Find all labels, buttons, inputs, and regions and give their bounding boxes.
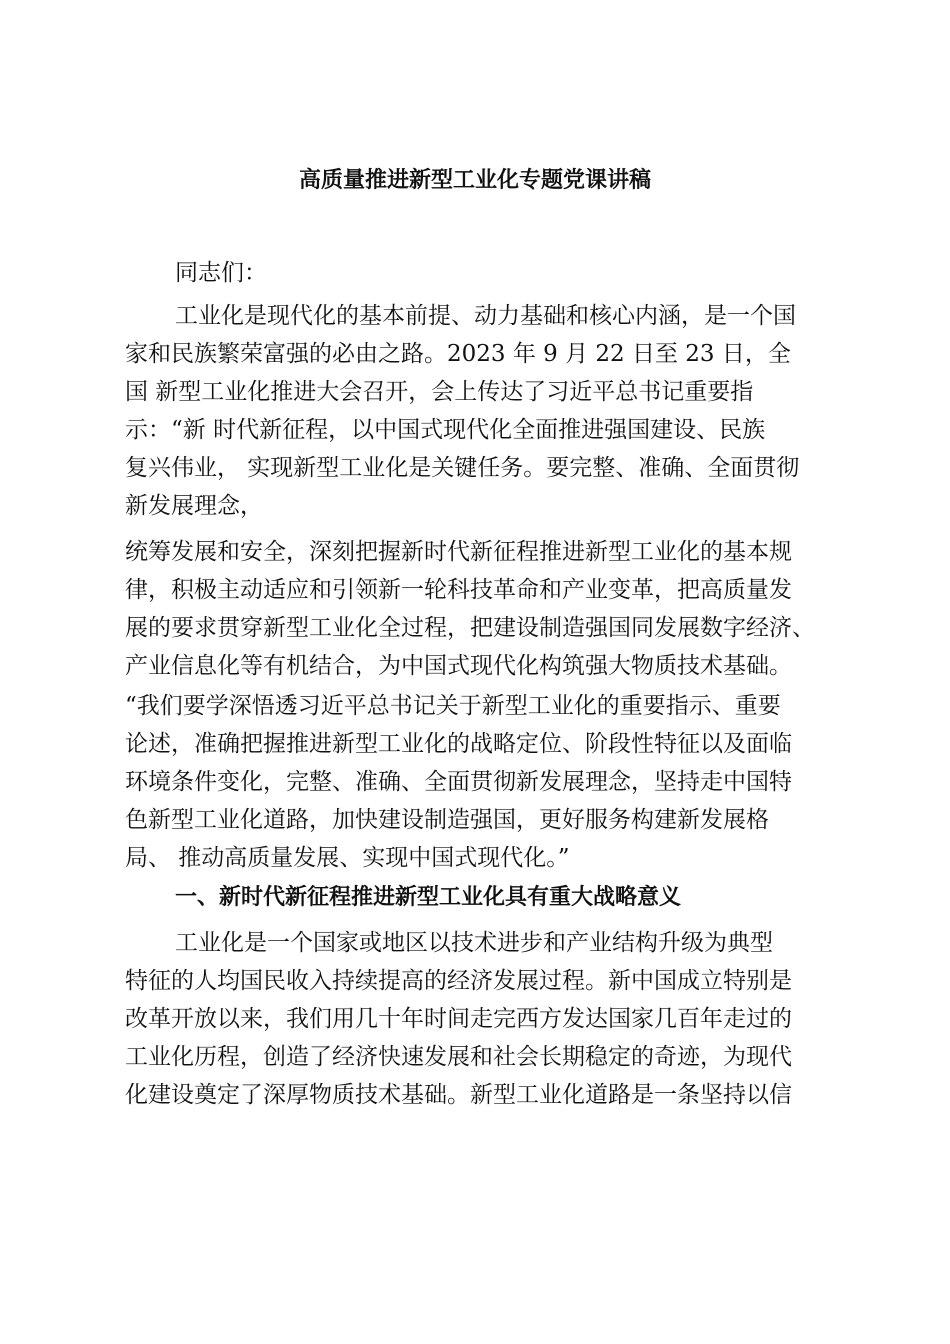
paragraph-line: 特征的人均国民收入持续提高的经济发展过程。新中国成立特别是 <box>125 968 792 994</box>
document-title: 高质量推进新型工业化专题党课讲稿 <box>298 168 651 193</box>
paragraph-line: 环境条件变化，完整、准确、全面贯彻新发展理念，坚持走中国特 <box>125 769 792 795</box>
paragraph-line: 局、 推动高质量发展、实现中国式现代化。” <box>125 845 570 871</box>
salutation: 同志们： <box>175 260 267 286</box>
paragraph-line: 工业化是现代化的基本前提、动力基础和核心内涵，是一个国 <box>175 303 796 329</box>
paragraph-line: 产业信息化等有机结合，为中国式现代化构筑强大物质技术基础。 <box>125 653 792 679</box>
paragraph-line: 改革开放以来，我们用几十年时间走完西方发达国家几百年走过的 <box>125 1006 792 1032</box>
paragraph-line: 家和民族繁荣富强的必由之路。2023 年 9 月 22 日至 23 日，全 <box>125 341 791 367</box>
paragraph-line: 工业化是一个国家或地区以技术进步和产业结构升级为典型 <box>175 930 773 956</box>
paragraph-line: 统筹发展和安全，深刻把握新时代新征程推进新型工业化的基本规 <box>125 539 792 565</box>
paragraph-line: “我们要学深悟透习近平总书记关于新型工业化的重要指示、重要 <box>125 693 781 719</box>
paragraph-line: 新发展理念， <box>125 493 263 519</box>
paragraph-line: 国 新型工业化推进大会召开，会上传达了习近平总书记重要指 <box>125 379 754 405</box>
paragraph-line: 律，积极主动适应和引领新一轮科技革命和产业变革，把高质量发 <box>125 577 792 603</box>
paragraph-line: 工业化历程，创造了经济快速发展和社会长期稳定的奇迹，为现代 <box>125 1044 792 1070</box>
section-heading: 一、新时代新征程推进新型工业化具有重大战略意义 <box>175 885 682 910</box>
paragraph-line: 复兴伟业， 实现新型工业化是关键任务。要完整、准确、全面贯彻 <box>125 455 800 481</box>
paragraph-line: 化建设奠定了深厚物质技术基础。新型工业化道路是一条坚持以信 <box>125 1082 792 1108</box>
paragraph-line: 论述，准确把握推进新型工业化的战略定位、阶段性特征以及面临 <box>125 731 792 757</box>
paragraph-line: 示：“新 时代新征程，以中国式现代化全面推进强国建设、民族 <box>125 417 766 443</box>
paragraph-line: 色新型工业化道路，加快建设制造强国，更好服务构建新发展格 <box>125 807 769 833</box>
paragraph-line: 展的要求贯穿新型工业化全过程，把建设制造强国同发展数字经济、 <box>125 615 815 641</box>
